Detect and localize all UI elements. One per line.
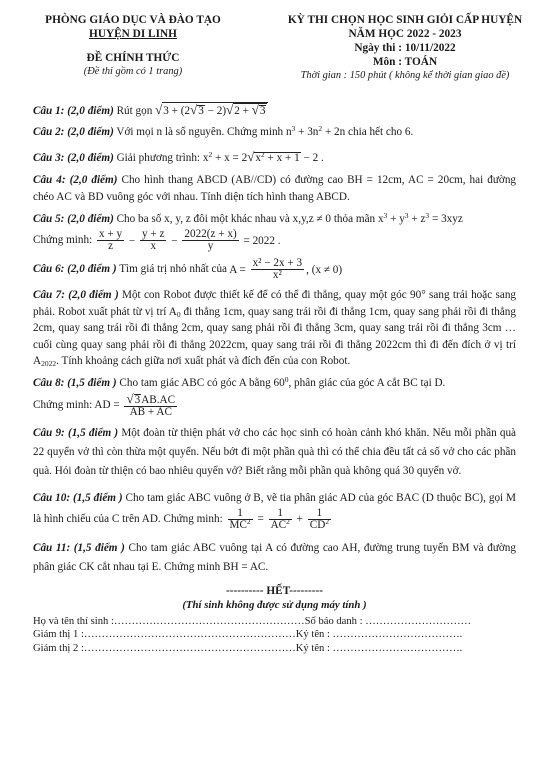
question-8: Câu 8: (1,5 điểm ) Cho tam giác ABC có góc A bằng $60^0$, phân giác của góc A cắt BC tại D. bbox=[33, 375, 446, 390]
candidate-line: Họ và tên thí sinh :………………………………………………Số báo danh : ………………………… bbox=[33, 615, 472, 627]
question-5-proof: Chứng minh: $\frac{x + y}{z}$ − $\frac{y + z}{x}$ − $\frac{2022(z + x)}{y}$ = 2022 . bbox=[33, 228, 281, 253]
question-1: Câu 1: (2,0 điểm) Rút gọn √3 + (2√3 − 2)√2 + √3 bbox=[33, 102, 516, 119]
q5-formula: $\frac{x + y}{z}$ − $\frac{y + z}{x}$ − $\frac{2022(z + x)}{y}$ = 2022 . bbox=[99, 228, 281, 253]
exam-header bbox=[33, 0, 523, 100]
q10-formula: $\frac{1}{MC^2}$ = $\frac{1}{AC^2}$ + $\frac{1}{CD^2}$ bbox=[229, 506, 330, 531]
exam-title: KỲ THI CHỌN HỌC SINH GIỎI CẤP HUYỆN bbox=[287, 14, 523, 26]
calculator-note: (Thí sinh không được sử dụng máy tính ) bbox=[182, 598, 367, 611]
q2-formula: $n^3 + 3n^2 + 2n$ bbox=[285, 124, 346, 139]
question-11: Câu 11: (1,5 điểm ) Cho tam giác ABC vuông tại A có đường cao AH, đường trung tuyến BM và đường phân giác CK cắt nhau tại E. Chứng minh BH = AC. bbox=[33, 541, 516, 573]
subject: Môn : TOÁN bbox=[372, 56, 438, 68]
question-9: Câu 9: (1,5 điểm ) Một đoàn từ thiện phát vở cho các học sinh có hoàn cảnh khó khăn. Nếu mỗi phần quà 22 quyển vở thì còn thừa một quyển. Nếu bớt đi một phần quà thì có thể chia đều tất cả số vở cho các phần quà. Hỏi đoàn từ thiện có bao nhiêu quyển vở? Biết rằng mỗi phần quà không quá 30 quyển vở. bbox=[33, 426, 516, 477]
official-label: ĐỀ CHÍNH THỨC bbox=[86, 52, 180, 64]
q3-formula: $x^2 + x = 2√x^2 + x + 1 - 2$ . bbox=[202, 148, 324, 164]
q6-formula: A = $\frac{\text{x² − 2x + 3}}{\text{x²}}$ , (x ≠ 0) bbox=[229, 257, 343, 282]
question-4: Câu 4: (2,0 điểm) Cho hình thang ABCD (AB//CD) có đường cao BH = 12cm, AC = 20cm, hai đường chéo AC và BD vuông góc với nhau. Tính diện tích hình thang ABCD. bbox=[33, 174, 517, 203]
question-6: Câu 6: (2,0 điểm ) Tìm giá trị nhỏ nhất của A = $\frac{\text{x² − 2x + 3}}{\text{x²}}$ , (x ≠ 0) bbox=[33, 257, 343, 282]
question-5: Câu 5: (2,0 điểm) Cho ba số x, y, z đôi một khác nhau và x,y,z ≠ 0 thỏa mãn $x^3 + y^3 + z^3 = 3xyz$ bbox=[33, 211, 463, 226]
school-year: NĂM HỌC 2022 - 2023 bbox=[348, 28, 462, 40]
q5-condition: $x^3 + y^3 + z^3 = 3xyz$ bbox=[377, 211, 463, 226]
invigilator-1-line: Giám thị 1 :……………………………………………………Ký tên : ………………………………. bbox=[33, 629, 463, 641]
header-left bbox=[33, 13, 233, 78]
header-right bbox=[255, 13, 540, 82]
question-7: Câu 7: (2,0 điểm ) Một con Robot được thiết kế để có thể đi thẳng, quay một góc 90° sang trái hoặc sang phải. Robot xuất phát từ vị trí $A_0$ đi thẳng 1cm, quay sang trái rồi đi thẳng 1cm, quay sang phải rồi đi thẳng 2cm, quay sang trái rồi đi thẳng 2cm, quay sang phải rồi đi thẳng 3cm, quay sang trái rồi đi thẳng 3cm … cuối cùng quay sang phải rồi đi thẳng 2022cm, quay sang trái rồi đi thẳng 2022cm thì đi đến đích ở vị trí $A_{2022}$. Tính khoảng cách giữa nơi xuất phát và đích đến của con Robot. bbox=[33, 289, 517, 369]
question-3: Câu 3: (2,0 điểm) Giải phương trình: $x^2 + x = 2√x^2 + x + 1 - 2$ . bbox=[33, 148, 324, 164]
question-2: Câu 2: (2,0 điểm) Với mọi n là số nguyên. Chứng minh $n^3 + 3n^2 + 2n$ chia hết cho 6. bbox=[33, 124, 414, 139]
pages-note: (Đề thi gồm có 1 trang) bbox=[83, 66, 183, 77]
duration: Thời gian : 150 phút ( không kể thời gian giao đề) bbox=[300, 70, 510, 81]
question-10: Câu 10: (1,5 điểm ) Cho tam giác ABC vuông ở B, vẽ tia phân giác AD của góc BAC (D thuộc BC), gọi M là hình chiếu của C trên AD. Chứng minh: $\frac{1}{MC^2}$ = $\frac{1}{AC^2}$ + $\frac{1}{CD^2}$ bbox=[33, 491, 517, 531]
end-marker: ---------- HẾT--------- bbox=[225, 584, 324, 597]
exam-date: Ngày thi : 10/11/2022 bbox=[354, 42, 456, 54]
dept-name: PHÒNG GIÁO DỤC VÀ ĐÀO TẠO bbox=[45, 14, 221, 26]
district-name: HUYỆN DI LINH bbox=[89, 28, 177, 40]
question-8-proof: Chứng minh: AD = $\frac{√3AB.AC}{AB + AC}$ bbox=[33, 393, 516, 418]
q1-formula: √3 + (2√3 − 2)√2 + √3 bbox=[155, 105, 268, 117]
q8-formula: AD = $\frac{√3AB.AC}{AB + AC}$ bbox=[94, 390, 176, 418]
invigilator-2-line: Giám thị 2 :……………………………………………………Ký tên : ………………………………. bbox=[33, 643, 463, 655]
